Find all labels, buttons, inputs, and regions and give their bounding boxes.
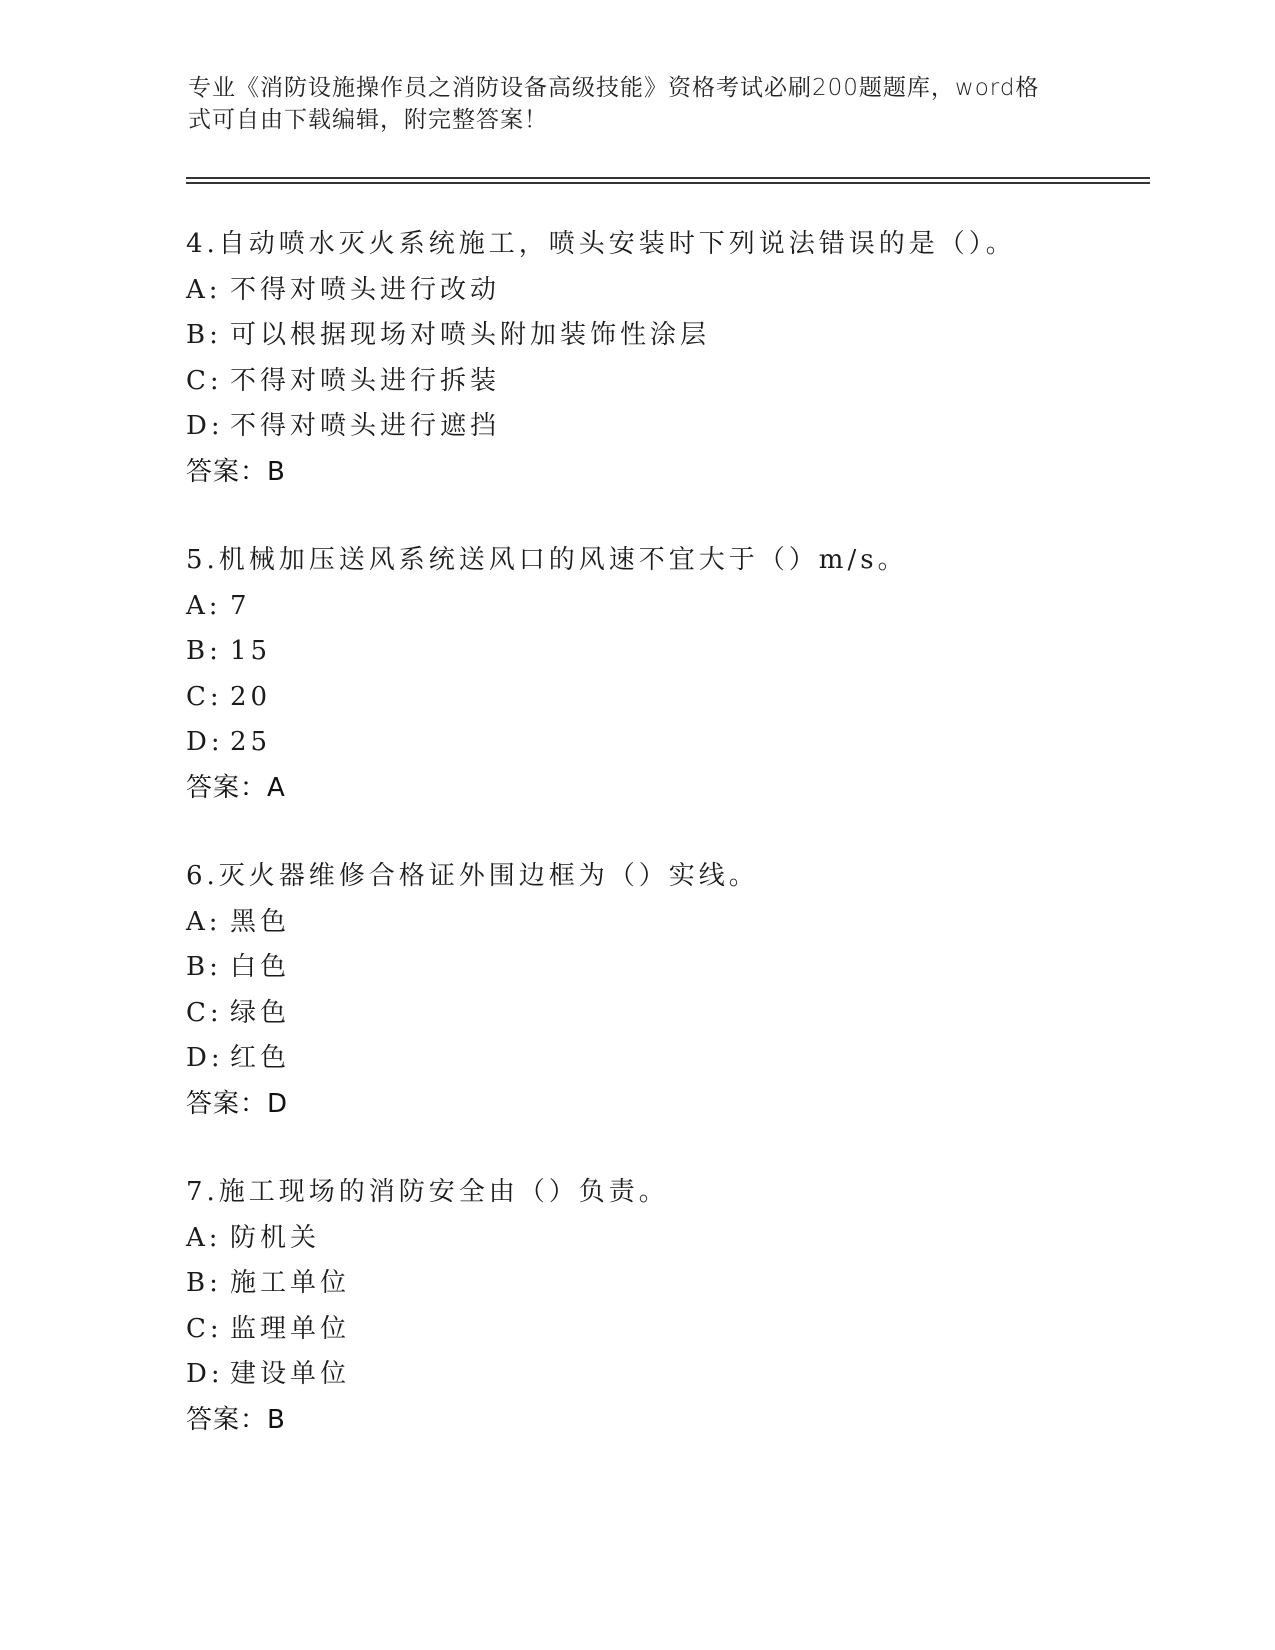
- header-divider-top: [186, 177, 1150, 179]
- option-b: [186, 1261, 1146, 1307]
- question-stem: 4.自动喷水灭火系统施工，喷头安装时下列说法错误的是（）。: [186, 229, 1016, 259]
- option-letter: A:: [186, 1222, 222, 1253]
- option-a: [186, 900, 1146, 946]
- header-line-1: 专业《消防设施操作员之消防设备高级技能》资格考试必刷200题题库，word格: [188, 75, 1040, 101]
- answer-line: 答案：A: [186, 772, 286, 803]
- option-text: 可以根据现场对喷头附加装饰性涂层: [230, 320, 711, 350]
- answer-line: 答案：B: [186, 1404, 286, 1435]
- option-a: [186, 268, 1146, 314]
- option-c: [186, 359, 1146, 405]
- option-letter: B:: [186, 636, 222, 666]
- question-stem: 7.施工现场的消防安全由（）负责。: [186, 1177, 669, 1207]
- option-text: 不得对喷头进行遮挡: [230, 411, 501, 441]
- header-divider-bottom: [186, 182, 1150, 184]
- option-a: [186, 584, 1146, 630]
- option-letter: C:: [186, 1313, 223, 1344]
- option-text: 黑色: [230, 906, 291, 937]
- option-letter: B:: [186, 320, 222, 350]
- option-c: [186, 1307, 1146, 1353]
- option-text: 绿色: [230, 997, 291, 1028]
- option-letter: B:: [186, 1268, 222, 1298]
- option-d: [186, 720, 1146, 766]
- option-letter: C:: [186, 997, 223, 1028]
- option-d: [186, 1036, 1146, 1082]
- question-block: [186, 222, 1146, 495]
- option-b: [186, 313, 1146, 359]
- option-d: [186, 1352, 1146, 1398]
- option-letter: D:: [186, 1043, 224, 1073]
- question-stem: 5.机械加压送风系统送风口的风速不宜大于（）m/s。: [186, 545, 908, 575]
- answer-line: 答案：D: [186, 1088, 289, 1119]
- option-text: 7: [230, 590, 251, 621]
- option-b: [186, 629, 1146, 675]
- option-letter: D:: [186, 411, 224, 441]
- option-letter: C:: [186, 681, 223, 712]
- option-text: 红色: [230, 1043, 291, 1073]
- option-letter: A:: [186, 274, 222, 305]
- option-text: 施工单位: [230, 1268, 351, 1298]
- option-d: [186, 404, 1146, 450]
- question-block: [186, 854, 1146, 1127]
- option-text: 防机关: [230, 1222, 321, 1253]
- option-text: 监理单位: [230, 1313, 351, 1344]
- option-text: 白色: [230, 952, 291, 982]
- option-letter: A:: [186, 590, 222, 621]
- option-text: 不得对喷头进行拆装: [230, 365, 501, 396]
- answer-line: 答案：B: [186, 456, 286, 487]
- option-c: [186, 991, 1146, 1037]
- option-c: [186, 675, 1146, 721]
- option-text: 15: [230, 636, 272, 666]
- option-letter: C:: [186, 365, 223, 396]
- option-letter: B:: [186, 952, 222, 982]
- option-letter: D:: [186, 1359, 224, 1389]
- option-letter: A:: [186, 906, 222, 937]
- option-b: [186, 945, 1146, 991]
- document-header: [188, 72, 1068, 136]
- question-block: [186, 538, 1146, 811]
- question-stem: 6.灭火器维修合格证外围边框为（）实线。: [186, 861, 759, 891]
- option-text: 不得对喷头进行改动: [230, 274, 501, 305]
- option-a: [186, 1216, 1146, 1262]
- header-line-2: 式可自由下载编辑，附完整答案！: [188, 107, 548, 133]
- option-text: 20: [230, 681, 272, 712]
- option-letter: D:: [186, 727, 224, 757]
- question-block: [186, 1170, 1146, 1443]
- option-text: 25: [230, 727, 272, 757]
- option-text: 建设单位: [230, 1359, 351, 1389]
